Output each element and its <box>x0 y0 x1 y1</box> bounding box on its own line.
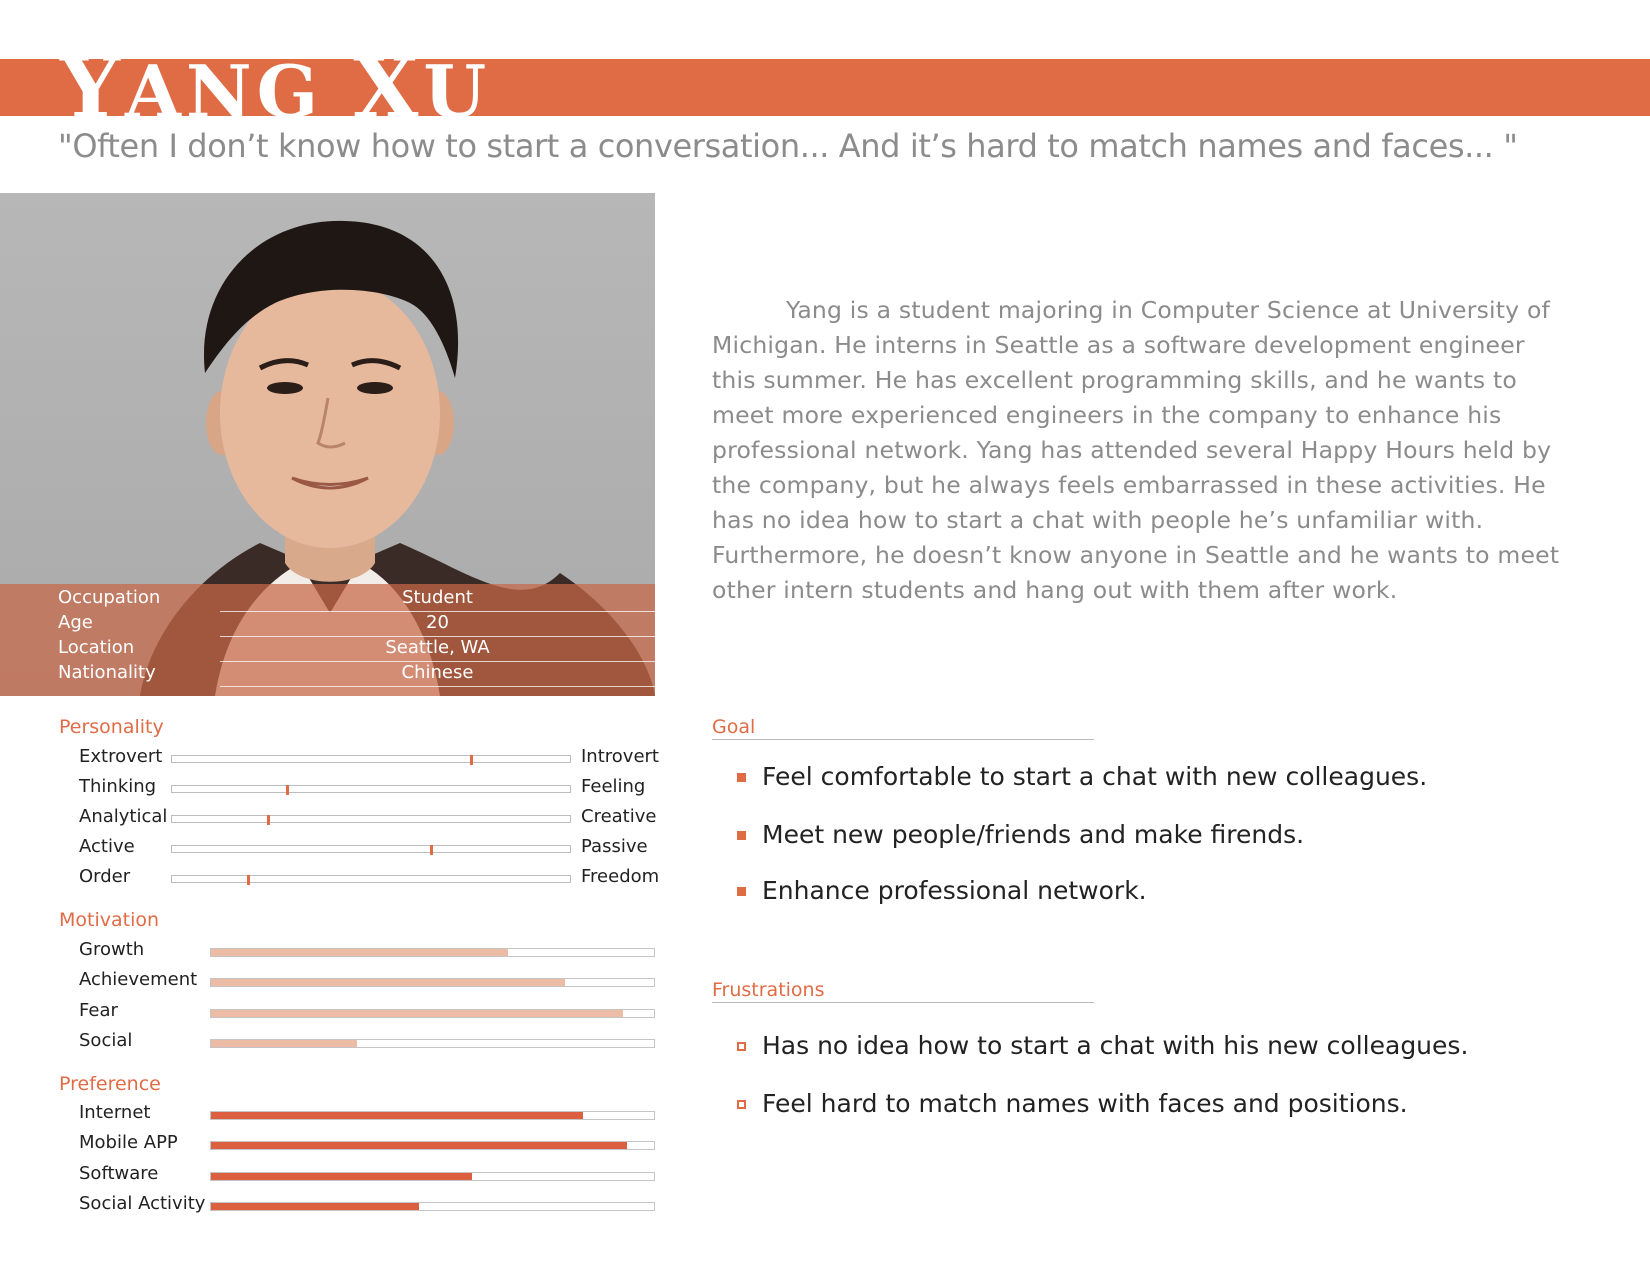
trait-left-label: Active <box>79 836 135 857</box>
preference-bar <box>210 1172 655 1181</box>
preference-row <box>0 1163 660 1187</box>
frustration-text: Has no idea how to start a chat with his new colleagues. <box>762 1031 1469 1060</box>
goal-text: Enhance professional network. <box>762 876 1147 905</box>
trait-right-label: Passive <box>581 836 648 857</box>
frustration-text: Feel hard to match names with faces and positions. <box>762 1089 1408 1118</box>
profile-label: Occupation <box>58 587 161 608</box>
frustrations-underline <box>712 1002 1094 1003</box>
trait-right-label: Freedom <box>581 866 660 887</box>
motivation-label: Fear <box>79 1000 118 1021</box>
personality-heading: Personality <box>59 716 164 738</box>
trait-row <box>0 866 660 890</box>
motivation-bar <box>210 948 655 957</box>
trait-slider <box>171 755 571 763</box>
name-last-initial: X <box>353 38 424 137</box>
motivation-heading: Motivation <box>59 909 160 931</box>
trait-left-label: Order <box>79 866 131 887</box>
trait-marker <box>470 755 473 765</box>
motivation-fill <box>211 1040 357 1047</box>
goal-underline <box>712 739 1094 740</box>
trait-slider <box>171 785 571 793</box>
trait-row <box>0 776 660 800</box>
motivation-fill <box>211 979 565 986</box>
trait-marker <box>267 815 270 825</box>
profile-value: Student <box>402 587 473 608</box>
trait-row <box>0 836 660 860</box>
trait-marker <box>430 845 433 855</box>
preference-fill <box>211 1142 627 1149</box>
profile-overlay <box>0 584 655 696</box>
square-bullet-icon <box>737 887 746 896</box>
motivation-row <box>0 969 660 993</box>
motivation-label: Social <box>79 1030 133 1051</box>
trait-marker <box>286 785 289 795</box>
goal-text: Meet new people/friends and make firends. <box>762 820 1305 849</box>
goal-heading: Goal <box>712 716 756 738</box>
trait-left-label: Thinking <box>79 776 157 797</box>
preference-label: Software <box>79 1163 159 1184</box>
motivation-fill <box>211 949 508 956</box>
name-last-rest: U <box>423 49 492 134</box>
motivation-label: Achievement <box>79 969 198 990</box>
trait-right-label: Feeling <box>581 776 646 797</box>
profile-value: Seattle, WA <box>385 637 490 658</box>
persona-quote: "Often I don’t know how to start a conversation... And it’s hard to match names and faces... " <box>58 127 1518 165</box>
preference-fill <box>211 1112 583 1119</box>
profile-row-age <box>0 612 655 637</box>
preference-fill <box>211 1203 419 1210</box>
profile-row-location <box>0 637 655 662</box>
trait-marker <box>247 875 250 885</box>
preference-row <box>0 1193 660 1217</box>
trait-slider <box>171 875 571 883</box>
square-bullet-icon <box>737 831 746 840</box>
motivation-row <box>0 1030 660 1054</box>
hollow-square-bullet-icon <box>737 1100 746 1109</box>
motivation-bar <box>210 1009 655 1018</box>
trait-row <box>0 746 660 770</box>
preference-row <box>0 1132 660 1156</box>
profile-value: Chinese <box>401 662 474 683</box>
square-bullet-icon <box>737 773 746 782</box>
persona-name <box>60 38 492 137</box>
trait-right-label: Introvert <box>581 746 659 767</box>
preference-fill <box>211 1173 472 1180</box>
motivation-bar <box>210 978 655 987</box>
trait-slider <box>171 815 571 823</box>
preference-label: Mobile APP <box>79 1132 178 1153</box>
profile-label: Age <box>58 612 93 633</box>
motivation-row <box>0 1000 660 1024</box>
preference-bar <box>210 1202 655 1211</box>
trait-slider <box>171 845 571 853</box>
persona-photo <box>0 193 655 696</box>
trait-right-label: Creative <box>581 806 657 827</box>
motivation-bar <box>210 1039 655 1048</box>
motivation-row <box>0 939 660 963</box>
frustrations-heading: Frustrations <box>712 979 825 1001</box>
trait-left-label: Analytical <box>79 806 168 827</box>
row-divider <box>220 686 655 687</box>
trait-row <box>0 806 660 830</box>
preference-label: Social Activity <box>79 1193 206 1214</box>
preference-label: Internet <box>79 1102 151 1123</box>
profile-label: Location <box>58 637 135 658</box>
motivation-fill <box>211 1010 623 1017</box>
hollow-square-bullet-icon <box>737 1042 746 1051</box>
preference-bar <box>210 1111 655 1120</box>
preference-bar <box>210 1141 655 1150</box>
profile-label: Nationality <box>58 662 156 683</box>
goal-text: Feel comfortable to start a chat with new colleagues. <box>762 762 1428 791</box>
profile-value: 20 <box>426 612 449 633</box>
persona-bio: Yang is a student majoring in Computer Science at University of Michigan. He interns in Seattle as a software development engineer this summer. He has excellent programming skills, and he wants to meet more experienced engineers in the company to enhance his professional network. Yang has attended several Happy Hours held by the company, but he always feels embarrassed in these activities. He has no idea how to start a chat with people he’s unfamiliar with. Furthermore, he doesn’t know anyone in Seattle and he wants to meet other intern students and hang out with them after work. <box>712 296 1560 604</box>
name-first-rest: ANG <box>124 49 324 134</box>
name-first-initial: Y <box>60 38 125 137</box>
profile-row-nationality <box>0 662 655 687</box>
trait-left-label: Extrovert <box>79 746 163 767</box>
profile-row-occupation <box>0 587 655 612</box>
preference-row <box>0 1102 660 1126</box>
preference-heading: Preference <box>59 1073 161 1095</box>
motivation-label: Growth <box>79 939 145 960</box>
